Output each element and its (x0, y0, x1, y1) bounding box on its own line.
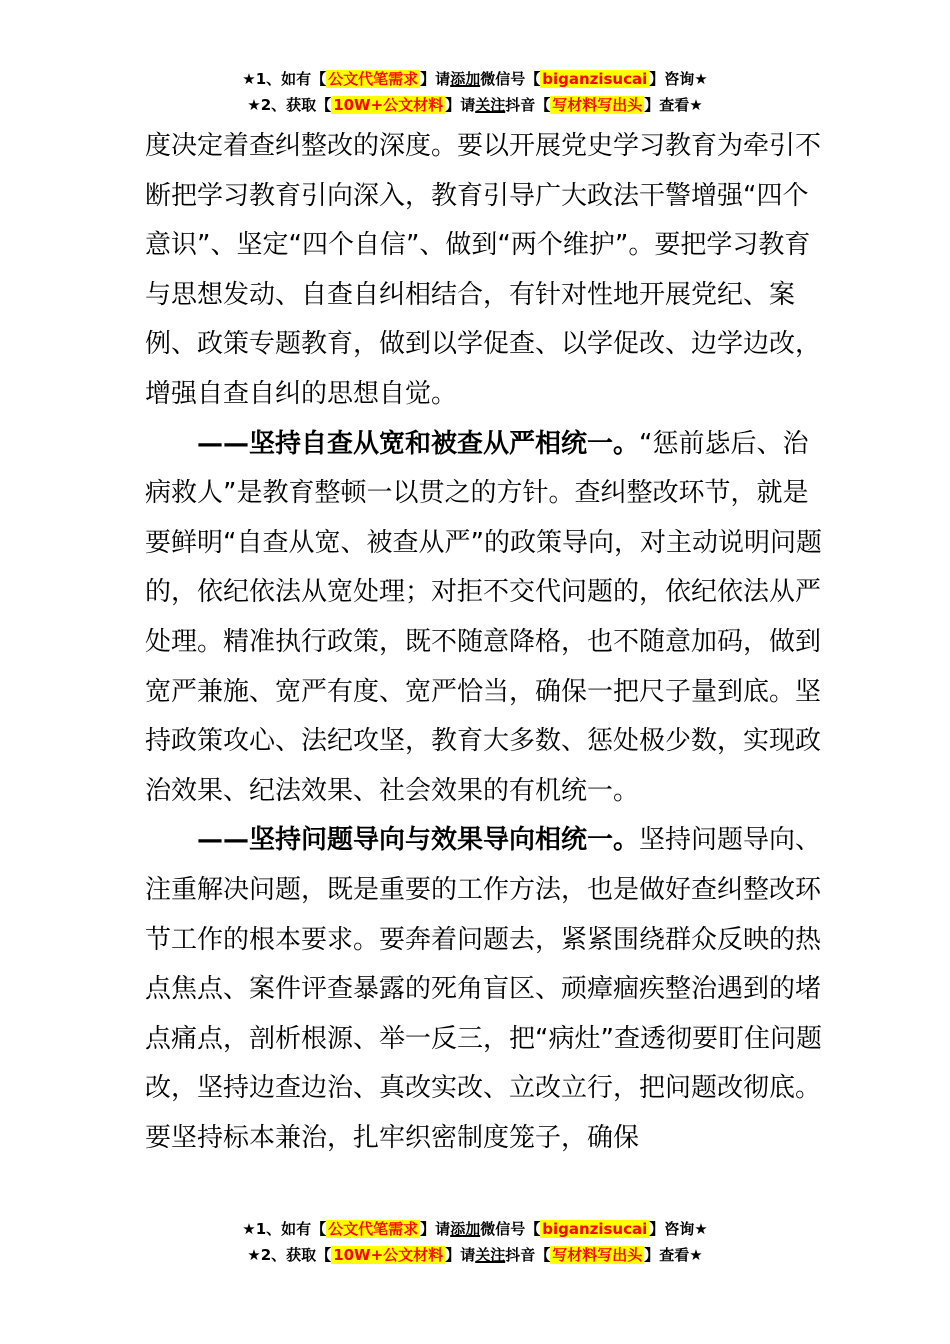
footer-banner (0, 1216, 950, 1268)
banner-underline-text: 关注 (475, 1246, 506, 1264)
banner-text: 】查看★ (644, 96, 703, 114)
banner-text: 】请 (420, 1220, 451, 1238)
banner-text: ★1、如有【 (242, 1220, 327, 1238)
banner-text: 】咨询★ (649, 70, 708, 88)
banner-text: ★1、如有【 (242, 70, 327, 88)
paragraph-3 (145, 816, 825, 1163)
banner-line-2 (0, 92, 950, 118)
paragraph-2 (145, 420, 825, 817)
banner-line-1 (0, 1216, 950, 1242)
banner-highlight-service: 公文代笔需求 (328, 1220, 419, 1238)
banner-highlight-douyin: 写材料写出头 (552, 1246, 643, 1264)
banner-text: 】请 (420, 70, 451, 88)
banner-highlight-douyin: 写材料写出头 (552, 96, 643, 114)
paragraph-heading: ——坚持问题导向与效果导向相统一。 (197, 825, 640, 856)
paragraph-heading: ——坚持自查从宽和被查从严相统一。 (197, 428, 640, 459)
banner-text: 】咨询★ (649, 1220, 708, 1238)
banner-highlight-wechat: biganzisucai (542, 1220, 648, 1238)
banner-line-2 (0, 1242, 950, 1268)
banner-text: 抖音【 (505, 96, 551, 114)
banner-text: ★2、获取【 (247, 96, 332, 114)
banner-text: 微信号【 (480, 70, 541, 88)
banner-text: 】请 (445, 96, 476, 114)
paragraph-text: “惩前毖后、治病救人”是教育整顿一以贯之的方针。查纠整改环节，就是要鲜明“自查从宽、被查从严”的政策导向，对主动说明问题的，依纪依法从宽处理；对拒不交代问题的，依纪依法从严处理。精准执行政策，既不随意降格，也不随意加码，做到宽严兼施、宽严有度、宽严恰当，确保一把尺子量到底。坚持政策攻心、法纪攻坚，教育大多数、惩处极少数，实现政治效果、纪法效果、社会效果的有机统一。 (145, 428, 822, 806)
banner-underline-text: 添加 (450, 70, 481, 88)
banner-underline-text: 添加 (450, 1220, 481, 1238)
banner-line-1 (0, 66, 950, 92)
paragraph-1: 度决定着查纠整改的深度。要以开展党史学习教育为牵引不断把学习教育引向深入，教育引导广大政法干警增强“四个意识”、坚定“四个自信”、做到“两个维护”。要把学习教育与思想发动、自查自纠相结合，有针对性地开展党纪、案例、政策专题教育，做到以学促查、以学促改、边学边改，增强自查自纠的思想自觉。 (145, 131, 822, 409)
banner-highlight-materials: 10W+公文材料 (333, 96, 444, 114)
banner-text: 】查看★ (644, 1246, 703, 1264)
banner-underline-text: 关注 (475, 96, 506, 114)
paragraph-text: 坚持问题导向、注重解决问题，既是重要的工作方法，也是做好查纠整改环节工作的根本要求。要奔着问题去，紧紧围绕群众反映的热点焦点、案件评查暴露的死角盲区、顽瘴痼疾整治遇到的堵点痛点，剖析根源、举一反三，把“病灶”查透彻要盯住问题改，坚持边查边治、真改实改、立改立行，把问题改彻底。要坚持标本兼治，扎牢织密制度笼子，确保 (145, 825, 822, 1153)
document-body (145, 122, 825, 1163)
banner-highlight-service: 公文代笔需求 (328, 70, 419, 88)
banner-text: 抖音【 (505, 1246, 551, 1264)
banner-highlight-wechat: biganzisucai (542, 70, 648, 88)
banner-text: 微信号【 (480, 1220, 541, 1238)
banner-text: 】请 (445, 1246, 476, 1264)
banner-text: ★2、获取【 (247, 1246, 332, 1264)
header-banner (0, 66, 950, 118)
banner-highlight-materials: 10W+公文材料 (333, 1246, 444, 1264)
